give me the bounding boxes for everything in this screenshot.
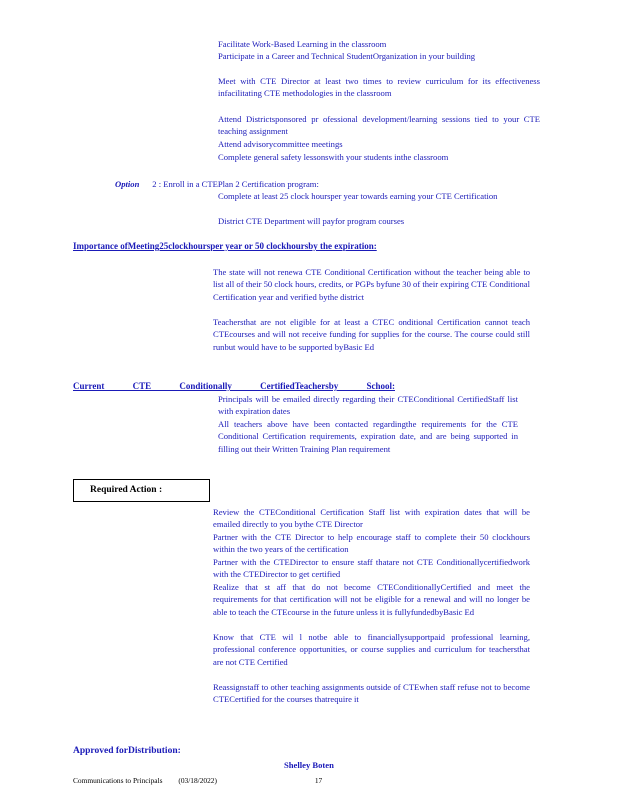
list-item-text: Know that CTE wil l notbe able to financiallysupportpaid professional learning, professional conference opportunities, or course supplies and curriculum for teachersthat are not CTE Certified <box>213 632 530 667</box>
list-item-text: Attend Districtsponsored pr ofessional development/learning sessions tied to your CTE teaching assignment <box>218 114 540 137</box>
option-label: Option <box>115 179 140 189</box>
list-item-text: Teachersthat are not eligible for at least a CTEC onditional Certification cannot teach CTEcourses and will not receive funding for supplies for the course. The course could still runbut would have to be supported byBasic Ed <box>213 317 530 352</box>
footer-document: Communications to Principals <box>73 776 163 785</box>
list-item-text: Complete general safety lessonswith your students inthe classroom <box>218 152 449 162</box>
list-item-text: Reassignstaff to other teaching assignments outside of CTEwhen staff refuse not to become CTECertified for the courses thatrequire it <box>213 682 530 705</box>
approved-for-distribution: Approved forDistribution: <box>73 746 181 756</box>
list-item-text: Partner with the CTEDirector to ensure staff thatare not CTE Conditionallycertifiedwork with the CTEDirector to get certified <box>213 557 530 580</box>
option-line <box>115 178 515 190</box>
page-footer <box>73 775 333 787</box>
list-item-text: District CTE Department will payfor program courses <box>218 216 405 226</box>
list-item-text: Facilitate Work-Based Learning in the classroom <box>218 39 387 49</box>
section-heading: Importance ofMeeting25clockhoursper year or 50 clockhoursby the expiration: <box>73 241 377 251</box>
list-item-text: Review the CTEConditional Certification Staff list with expiration dates that will be emailed directly to you bythe CTE Director <box>213 507 530 530</box>
section-heading: Current CTE Conditionally CertifiedTeachersby School: <box>73 381 395 391</box>
list-item-text: Meet with CTE Director at least two times to review curriculum for its effectiveness infacilitating CTE methodologies in the classroom <box>218 76 540 99</box>
signer-name: Shelley Boten <box>284 760 334 770</box>
list-item-text: Realize that st aff that do not become CTEConditionallyCertified and meet the requirements for that certification will not be eligible for a renewal and will no longer be able to teach the CTEcourse in the future unless it is fullyfundedbyBasic Ed <box>213 582 530 617</box>
list-item-text: Partner with the CTE Director to help encourage staff to complete their 50 clockhours within the two years of the certification <box>213 532 530 555</box>
list-item-text: Participate in a Career and Technical StudentOrganization in your building <box>218 51 476 61</box>
list-item-text: Attend advisorycommittee meetings <box>218 139 343 149</box>
footer-date: (03/18/2022) <box>178 776 217 785</box>
list-item-text: The state will not renewa CTE Conditional Certification without the teacher being able to list all of their 50 clock hours, credits, or PGPs byfune 30 of their expiring CTE Conditional Certification year and verified bythe district <box>213 267 530 302</box>
list-item-text: Complete at least 25 clock hoursper year towards earning your CTE Certification <box>218 191 498 201</box>
footer-page-number: 17 <box>314 776 323 785</box>
list-item-text: All teachers above have been contacted regardingthe requirements for the CTE Conditional Certification requirements, expiration date, and are being supported in filling out their Written Training Plan requirement <box>218 419 518 454</box>
list-item-text: Principals will be emailed directly regarding their CTEConditional CertifiedStaff list with expiration dates <box>218 394 518 417</box>
required-action-box: Required Action : <box>73 479 210 502</box>
option-text: 2 : Enroll in a CTEPlan 2 Certification program: <box>152 179 319 189</box>
